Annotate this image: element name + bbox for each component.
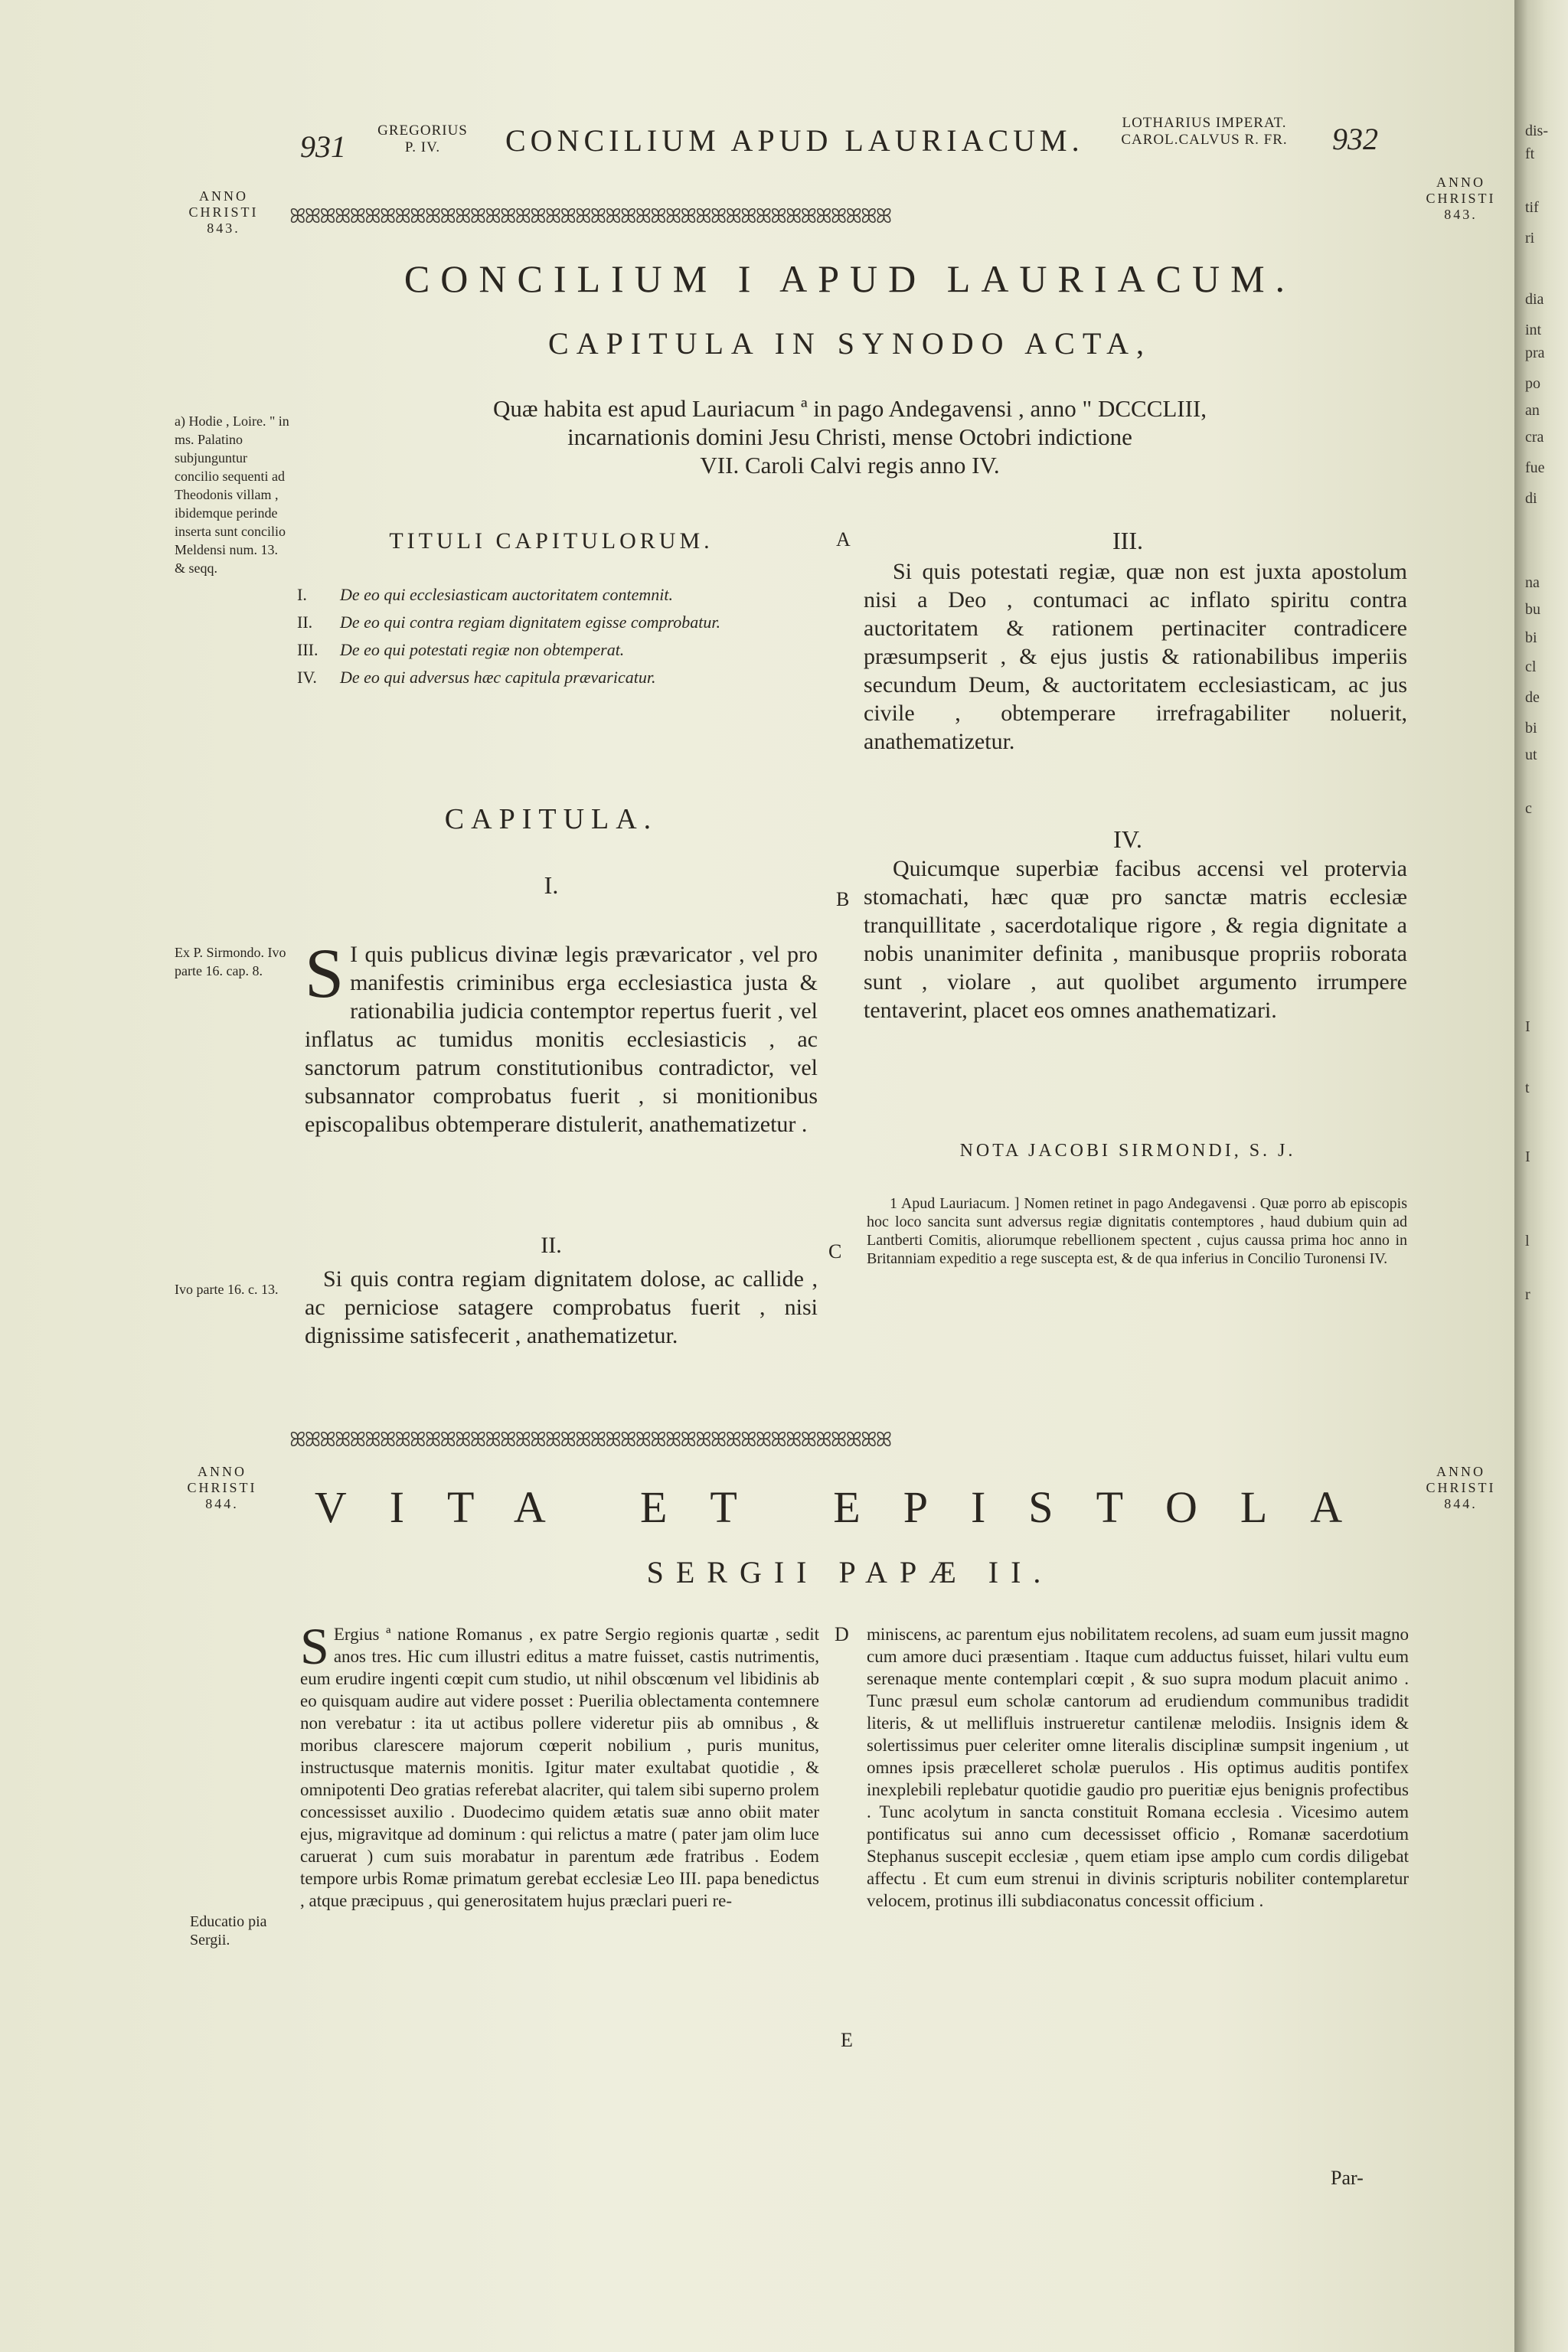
vita-right-column: miniscens, ac parentum ejus nobilitatem recolens, ad suam eum jussit magno cum amore duci præsentiam . Itaque cum adductus fuisset, hilari vultu eum serenaque mente contemplari cœpit , & suo supra modum placuit animo . Tunc præsul eum scholæ cantorum ad erudiendum communibus tradidit literis, & ut mellifluis instrueretur cantilenæ melodiis. Insignis idem & solertissimus puer celeriter omne literalis disciplinæ sumpsit ingenium , ut omnes ipsis præcelleret scholæ puerulos . His optimus auditis pontifex inexplebili replebatur quotidie gaudio pro pueritiæ ejus benignis profectibus . Tunc acolytum in sancta constituit Romana ecclesia . Vicesimo autem pontificatus sui anno cum decessisset officio , Romanæ sacerdotium Stephanus suscepit ecclesiæ , quem etiam ipse amplo cum cordis diligebat affectu . Et cum eum strenui in divinis scripturis nobiliter contemplaretur velocem, protinus illi subdiaconatus concessit officium . — [867, 1625, 1409, 1910]
vita-title: VITA ET EPISTOLA — [314, 1482, 1386, 1532]
gutter-fragment: l — [1525, 1233, 1530, 1250]
gutter-fragment: di — [1525, 490, 1537, 507]
margin-note-sirmond: Ex P. Sirmondo. Ivo parte 16. cap. 8. — [175, 945, 286, 978]
left-running-head — [377, 122, 469, 156]
council-subtitle: CAPITULA IN SYNODO ACTA, — [548, 326, 1152, 361]
vita-dropcap: S — [300, 1617, 329, 1675]
left-head-line-2: P. IV. — [404, 139, 441, 155]
gutter-fragment: pra — [1525, 345, 1545, 361]
margin-note-ivo: Ivo parte 16. c. 13. — [175, 1282, 279, 1297]
gutter-fragment: de — [1525, 689, 1540, 706]
running-title: CONCILIUM APUD LAURIACUM. — [505, 123, 1084, 158]
gutter-fragment: an — [1525, 402, 1540, 419]
gutter-fragment: cl — [1525, 658, 1537, 675]
vita-subtitle: SERGII PAPÆ II. — [646, 1555, 1054, 1589]
cap4-paragraph: Quicumque superbiæ facibus accensi vel protervia stomachati, hæc quæ pro sanctæ matris ecclesiæ tranquillitate , sacerdotalique rigore , & regia dignitate a nobis unanimiter definita , manibusque propriis roborata sunt , violare , aut quolibet argumento irrumpere tentaverint, placet eos omnes anathematizari. — [864, 856, 1407, 1023]
anno-label: ANNO — [1436, 1464, 1485, 1479]
gutter-fragment: ut — [1525, 746, 1537, 763]
nota-text: 1 Apud Lauriacum. ] Nomen retinet in pago Andegavensi . Quæ porro ab episcopis hoc loco sancita sunt adversus regiæ dignitatis contemptores , haud dubium quin ad Lantberti Comitis, aliorumque rebellionem spectent , cujus caussa prima hoc anno in Britanniam expeditio a rege suscepta est, & de qua inferius in Concilio Turonensi IV. — [867, 1195, 1407, 1267]
tituli-text: De eo qui potestati regiæ non obtemperat. — [340, 640, 625, 659]
gutter-fragment: ri — [1525, 230, 1535, 247]
cap2-paragraph: Si quis contra regiam dignitatem dolose, ac callide , ac perniciose satagere comprobatus fuerit , nisi dignissime satisfecerit , anathematizetur. — [305, 1266, 818, 1348]
cap3-heading: III. — [1112, 527, 1143, 554]
tituli-item — [297, 611, 818, 634]
gutter-fragment: c — [1525, 800, 1532, 817]
gutter-fragment: dia — [1525, 291, 1544, 308]
catchword: Par- — [1331, 2167, 1364, 2189]
tituli-num: I. — [297, 585, 307, 604]
gutter-fragment: bu — [1525, 601, 1540, 618]
gutter-fragment: po — [1525, 375, 1540, 392]
tituli-num: II. — [297, 612, 313, 632]
council-title: CONCILIUM I APUD LAURIACUM. — [403, 257, 1296, 300]
gutter-fragment: I — [1525, 1018, 1530, 1035]
anno-label: ANNO — [1436, 175, 1485, 190]
anno-bottom-left — [168, 1464, 276, 1512]
tituli-item — [297, 666, 818, 689]
next-page-edge — [1514, 0, 1568, 2352]
cap3-paragraph: Si quis potestati regiæ, quæ non est juxta apostolum nisi a Deo , contumaci ac inflato spiritu contra auctoritatem & rationem pertinaciter contradicere præsumpserit , & ejus justis & rationabilibus imperiis secundum Deum, & auctoritatem ecclesiasticam, ac jus civile , obtemperare irrefragabiliter noluerit, anathematizetur. — [864, 559, 1407, 754]
gutter-fragment: r — [1525, 1286, 1530, 1303]
anno-year: 843. — [207, 220, 240, 236]
right-running-head — [1093, 115, 1315, 149]
gutter-fragment: I — [1525, 1148, 1530, 1165]
anno-label: ANNO — [199, 188, 248, 204]
tituli-num: III. — [297, 640, 318, 659]
vita-left-column — [300, 1617, 819, 1912]
side-letter-a: A — [836, 528, 851, 550]
cap1-paragraph — [305, 934, 818, 1138]
gutter-fragment: na — [1525, 574, 1540, 591]
tituli-text: De eo qui adversus hæc capitula prævaricatur. — [340, 668, 656, 687]
gutter-fragment: dis- — [1525, 122, 1548, 139]
vita-left-text: Ergius ª natione Romanus , ex patre Sergio regionis quartæ , sedit anos tres. Hic cum illustri editus a matre fuisset, castis nutrimentis, eum erudire ingenti cœpit cum studio, ut nihil obscœnum vel libidinis ab eo quisquam audire aut videre posset : Puerilia oblectamenta contemnere non verebatur : ita ut actibus pollere videretur piis ab omnibus , & moribus clarescere majorum cœperit nobilium , puris munitus, instructusque maternis monitis. Igitur mater exultabat quotidie , & omnipotenti Deo gratias referebat alacriter, qui talem sibi superno prolem concessisset auxilio . Duodecimo quidem ætatis suæ anno obiit mater ejus, migravitque ad dominum : qui relictus a matre ( pater jam olim luce caruerat ) cum suis morabatur in parentum æde fratribus . Eodem tempore urbis Romæ primatum gerebat ecclesiæ Leo III. papa benedictus , atque præcipuus , qui generositatem hujus præclari pueri re- — [300, 1625, 819, 1910]
tituli-heading: TITULI CAPITULORUM. — [389, 528, 714, 554]
gutter-fragment: cra — [1525, 429, 1544, 446]
margin-note-palatinus: a) Hodie , Loire. " in ms. Palatino subjunguntur concilio sequenti ad Theodonis villam , ibidemque perinde inserta sunt concilio Meldensi num. 13. & seqq. — [175, 413, 289, 576]
anno-christi: CHRISTI — [188, 204, 259, 220]
side-letter-e: E — [841, 2029, 853, 2051]
gutter-fragment: tif — [1525, 199, 1539, 216]
anno-christi: CHRISTI — [1426, 1480, 1496, 1495]
anno-christi: CHRISTI — [187, 1480, 257, 1495]
intro-line: incarnationis domini Jesu Christi, mense Octobri indictione — [567, 423, 1132, 450]
anno-christi: CHRISTI — [1426, 191, 1496, 206]
gutter-fragment: bi — [1525, 629, 1537, 646]
left-page-number: 931 — [300, 129, 346, 164]
anno-year: 843. — [1444, 207, 1478, 222]
tituli-item — [297, 583, 818, 606]
ornament-band-top: ꕤꕤꕤꕤꕤꕤꕤꕤꕤꕤꕤꕤꕤꕤꕤꕤꕤꕤꕤꕤꕤꕤꕤꕤꕤꕤꕤꕤꕤꕤꕤꕤꕤꕤꕤꕤꕤꕤꕤꕤ — [289, 207, 891, 227]
gutter-fragment: fue — [1525, 459, 1545, 476]
gutter-fragment: bi — [1525, 720, 1537, 737]
anno-label: ANNO — [198, 1464, 247, 1479]
capitula-heading: CAPITULA. — [444, 803, 658, 835]
nota-heading: NOTA JACOBI SIRMONDI, S. J. — [959, 1141, 1296, 1161]
anno-bottom-right — [1407, 1464, 1514, 1512]
anno-top-left — [170, 188, 277, 237]
cap2-heading: II. — [541, 1233, 562, 1258]
gutter-fragment: ft — [1525, 145, 1535, 162]
tituli-num: IV. — [297, 668, 317, 687]
cap1-heading: I. — [544, 871, 559, 899]
council-intro — [306, 394, 1393, 479]
side-letter-b: B — [836, 888, 850, 910]
tituli-text: De eo qui contra regiam dignitatem egisse comprobatur. — [340, 612, 720, 632]
gutter-fragment: int — [1525, 322, 1542, 338]
anno-year: 844. — [205, 1496, 239, 1511]
right-head-line-1: LOTHARIUS IMPERAT. — [1122, 115, 1287, 131]
anno-year: 844. — [1444, 1496, 1478, 1511]
margin-note-educatio: Educatio pia Sergii. — [190, 1913, 267, 1949]
right-page-number: 932 — [1332, 122, 1378, 156]
left-head-line-1: GREGORIUS — [377, 122, 468, 139]
ornament-band-middle: ꕤꕤꕤꕤꕤꕤꕤꕤꕤꕤꕤꕤꕤꕤꕤꕤꕤꕤꕤꕤꕤꕤꕤꕤꕤꕤꕤꕤꕤꕤꕤꕤꕤꕤꕤꕤꕤꕤꕤꕤ — [289, 1430, 891, 1450]
intro-line: Quæ habita est apud Lauriacum ª in pago Andegavensi , anno " DCCCLIII, — [492, 395, 1207, 422]
tituli-list — [297, 583, 818, 694]
right-head-line-2: CAROL.CALVUS R. FR. — [1121, 132, 1288, 148]
intro-line: VII. Caroli Calvi regis anno IV. — [700, 452, 1000, 479]
cap4-heading: IV. — [1113, 825, 1142, 853]
tituli-item — [297, 639, 818, 662]
side-letter-d: D — [835, 1623, 849, 1645]
anno-top-right — [1407, 175, 1514, 223]
cap1-text: I quis publicus divinæ legis prævaricator , vel pro manifestis criminibus erga ecclesiastica justa & rationabilia judicia contemptor repertus fuerit , vel inflatus ac tumidus monitis ecclesiasticis , ac sanctorum patrum constitutionibus contradictor, vel subsannator comprobatus fuerit , si monitionibus episcopalibus obtemperare distulerit, anathematizetur . — [305, 942, 818, 1137]
tituli-text: De eo qui ecclesiasticam auctoritatem contemnit. — [340, 585, 673, 604]
side-letter-c: C — [828, 1240, 842, 1263]
gutter-fragment: t — [1525, 1080, 1530, 1096]
cap1-dropcap: S — [305, 934, 345, 1012]
